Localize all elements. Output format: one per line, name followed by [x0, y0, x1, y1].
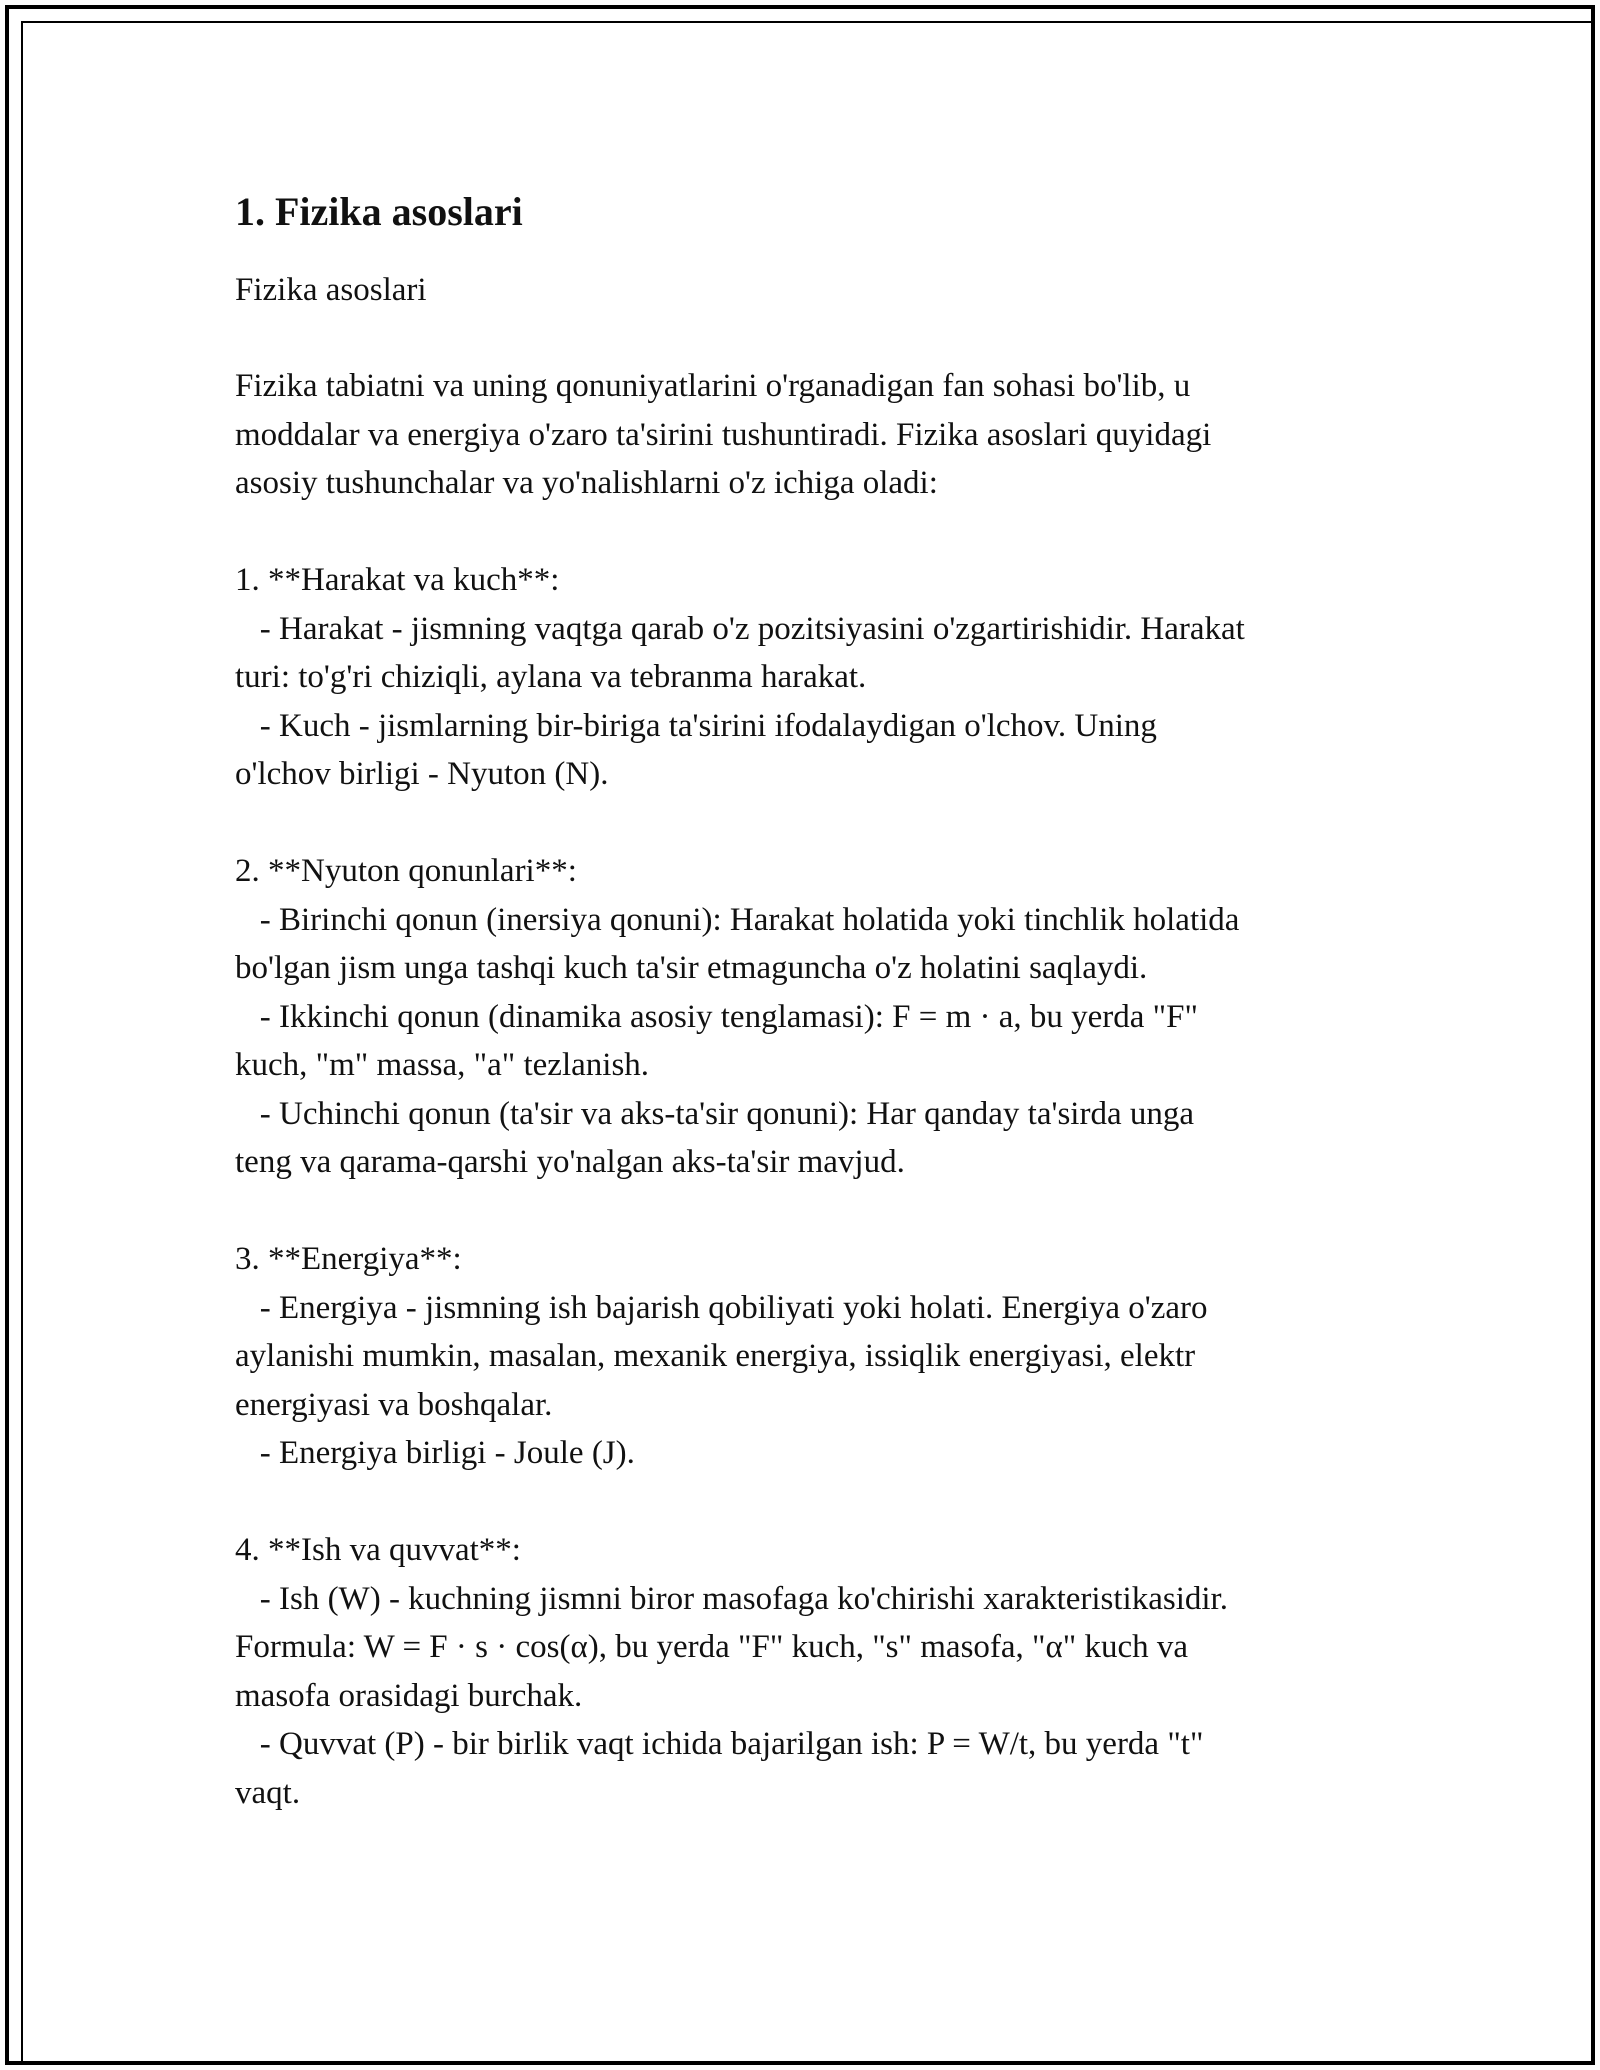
section-subtitle: Fizika asoslari: [235, 272, 427, 308]
document-body: [235, 180, 1385, 1817]
section-heading: 1. Fizika asoslari: [235, 189, 523, 234]
document-text: Fizika tabiatni va uning qonuniyatlarini o'rganadigan fan sohasi bo'lib, u moddalar va energiya o'zaro ta'sirini tushuntiradi. Fizika asoslari quyidagi asosiy tushunchalar va yo'nalishlarni o'z ichiga oladi: 1. **Harakat va kuch**: - Harakat - jismning vaqtga qarab o'z pozitsiyasini o'zgartirishidir. Harakat turi: to'g'ri chiziqli, aylana va tebranma harakat. - Kuch - jismlarning bir-biriga ta'sirini ifodalaydigan o'lchov. Uning o'lchov birligi - Nyuton (N). 2. **Nyuton qonunlari**: - Birinchi qonun (inersiya qonuni): Harakat holatida yoki tinchlik holatida bo'lgan jism unga tashqi kuch ta'sir etmaguncha o'z holatini saqlaydi. - Ikkinchi qonun (dinamika asosiy tenglamasi): F = m · a, bu yerda "F" kuch, "m" massa, "a" tezlanish. - Uchinchi qonun (ta'sir va aks-ta'sir qonuni): Har qanday ta'sirda unga teng va qarama-qarshi yo'nalgan aks-ta'sir mavjud. 3. **Energiya**: - Energiya - jismning ish bajarish qobiliyati yoki holati. Energiya o'zaro aylanishi mumkin, masalan, mexanik energiya, issiqlik energiyasi, elektr energiyasi va boshqalar. - Energiya birligi - Joule (J). 4. **Ish va quvvat**: - Ish (W) - kuchning jismni biror masofaga ko'chirishi xarakteristikasidir. Formula: W = F · s · cos(α), bu yerda "F" kuch, "s" masofa, "α" kuch va masofa orasidagi burchak. - Quvvat (P) - bir birlik vaqt ichida bajarilgan ish: P = W/t, bu yerda "t" vaqt.: [235, 368, 1245, 1811]
